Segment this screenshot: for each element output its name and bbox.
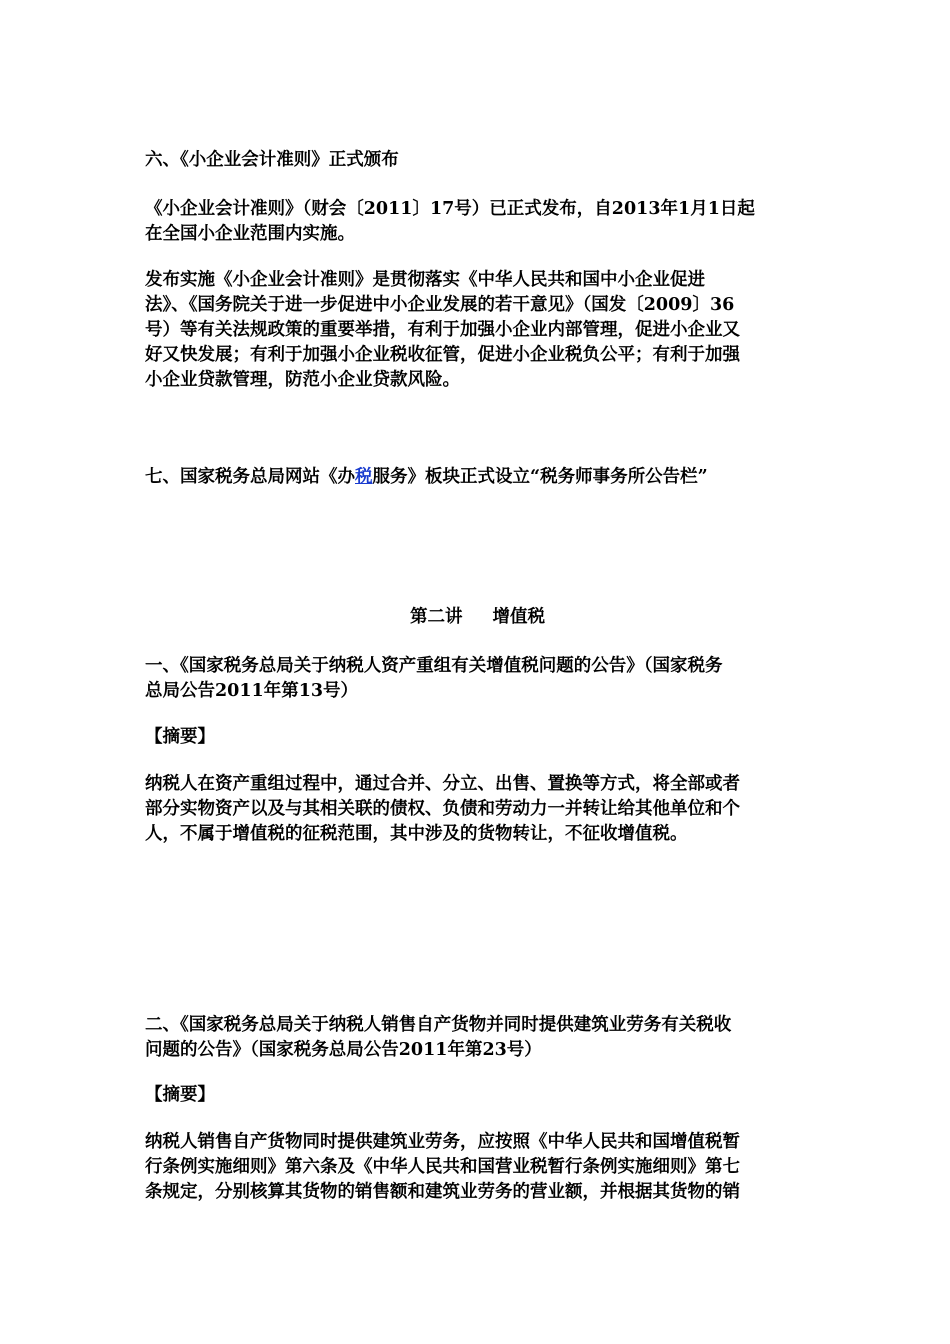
paragraph-line: 好又快发展；有利于加强小企业税收征管，促进小企业税负公平；有利于加强 [145, 345, 740, 365]
section-7-heading-after: 服务》板块正式设立“税务师事务所公告栏” [372, 467, 708, 487]
item-1-summary-label [145, 725, 810, 750]
section-7-heading-before: 七、国家税务总局网站《办 [145, 467, 355, 487]
paragraph-line: 小企业贷款管理，防范小企业贷款风险。 [145, 370, 460, 390]
paragraph-line: 《小企业会计准则》（财会〔2011〕17号）已正式发布，自2013年1月1日起 [145, 199, 755, 219]
lecture-2-title-part2: 增值税 [492, 607, 545, 627]
heading-line: 总局公告2011年第13号） [145, 681, 359, 701]
summary-line: 条规定，分别核算其货物的销售额和建筑业劳务的营业额，并根据其货物的销 [145, 1182, 740, 1202]
section-7-heading [145, 465, 810, 490]
section-6-heading-text: 六、《小企业会计准则》正式颁布 [145, 150, 399, 170]
item-1-heading [145, 654, 810, 704]
paragraph-line: 号）等有关法规政策的重要举措，有利于加强小企业内部管理，促进小企业又 [145, 320, 740, 340]
summary-line: 纳税人在资产重组过程中，通过合并、分立、出售、置换等方式，将全部或者 [145, 774, 740, 794]
heading-line: 二、《国家税务总局关于纳税人销售自产货物并同时提供建筑业劳务有关税收 [145, 1015, 732, 1035]
section-6-heading [145, 148, 810, 173]
item-2-summary-label [145, 1083, 810, 1108]
paragraph-line: 在全国小企业范围内实施。 [145, 224, 355, 244]
item-2-heading [145, 1013, 810, 1063]
tax-link[interactable]: 税 [355, 467, 373, 487]
section-6-paragraph-1 [145, 197, 810, 247]
summary-line: 行条例实施细则》第六条及《中华人民共和国营业税暂行条例实施细则》第七 [145, 1157, 740, 1177]
paragraph-line: 法》、《国务院关于进一步促进中小企业发展的若干意见》（国发〔2009〕36 [145, 295, 735, 315]
paragraph-line: 发布实施《小企业会计准则》是贯彻落实《中华人民共和国中小企业促进 [145, 270, 705, 290]
summary-label-text: 【摘要】 [145, 1085, 215, 1105]
lecture-2-title-line [145, 605, 810, 630]
lecture-2-title [145, 605, 810, 630]
lecture-2-title-part1: 第二讲 [410, 607, 463, 627]
item-1-summary [145, 772, 810, 847]
summary-label-text: 【摘要】 [145, 727, 215, 747]
item-2-summary [145, 1130, 810, 1205]
heading-line: 问题的公告》（国家税务总局公告2011年第23号） [145, 1040, 542, 1060]
summary-line: 人，不属于增值税的征税范围，其中涉及的货物转让，不征收增值税。 [145, 824, 688, 844]
section-6-paragraph-2 [145, 268, 810, 393]
heading-line: 一、《国家税务总局关于纳税人资产重组有关增值税问题的公告》（国家税务 [145, 656, 723, 676]
summary-line: 部分实物资产以及与其相关联的债权、负债和劳动力一并转让给其他单位和个 [145, 799, 740, 819]
summary-line: 纳税人销售自产货物同时提供建筑业劳务，应按照《中华人民共和国增值税暂 [145, 1132, 740, 1152]
section-7-heading-line [145, 465, 810, 490]
